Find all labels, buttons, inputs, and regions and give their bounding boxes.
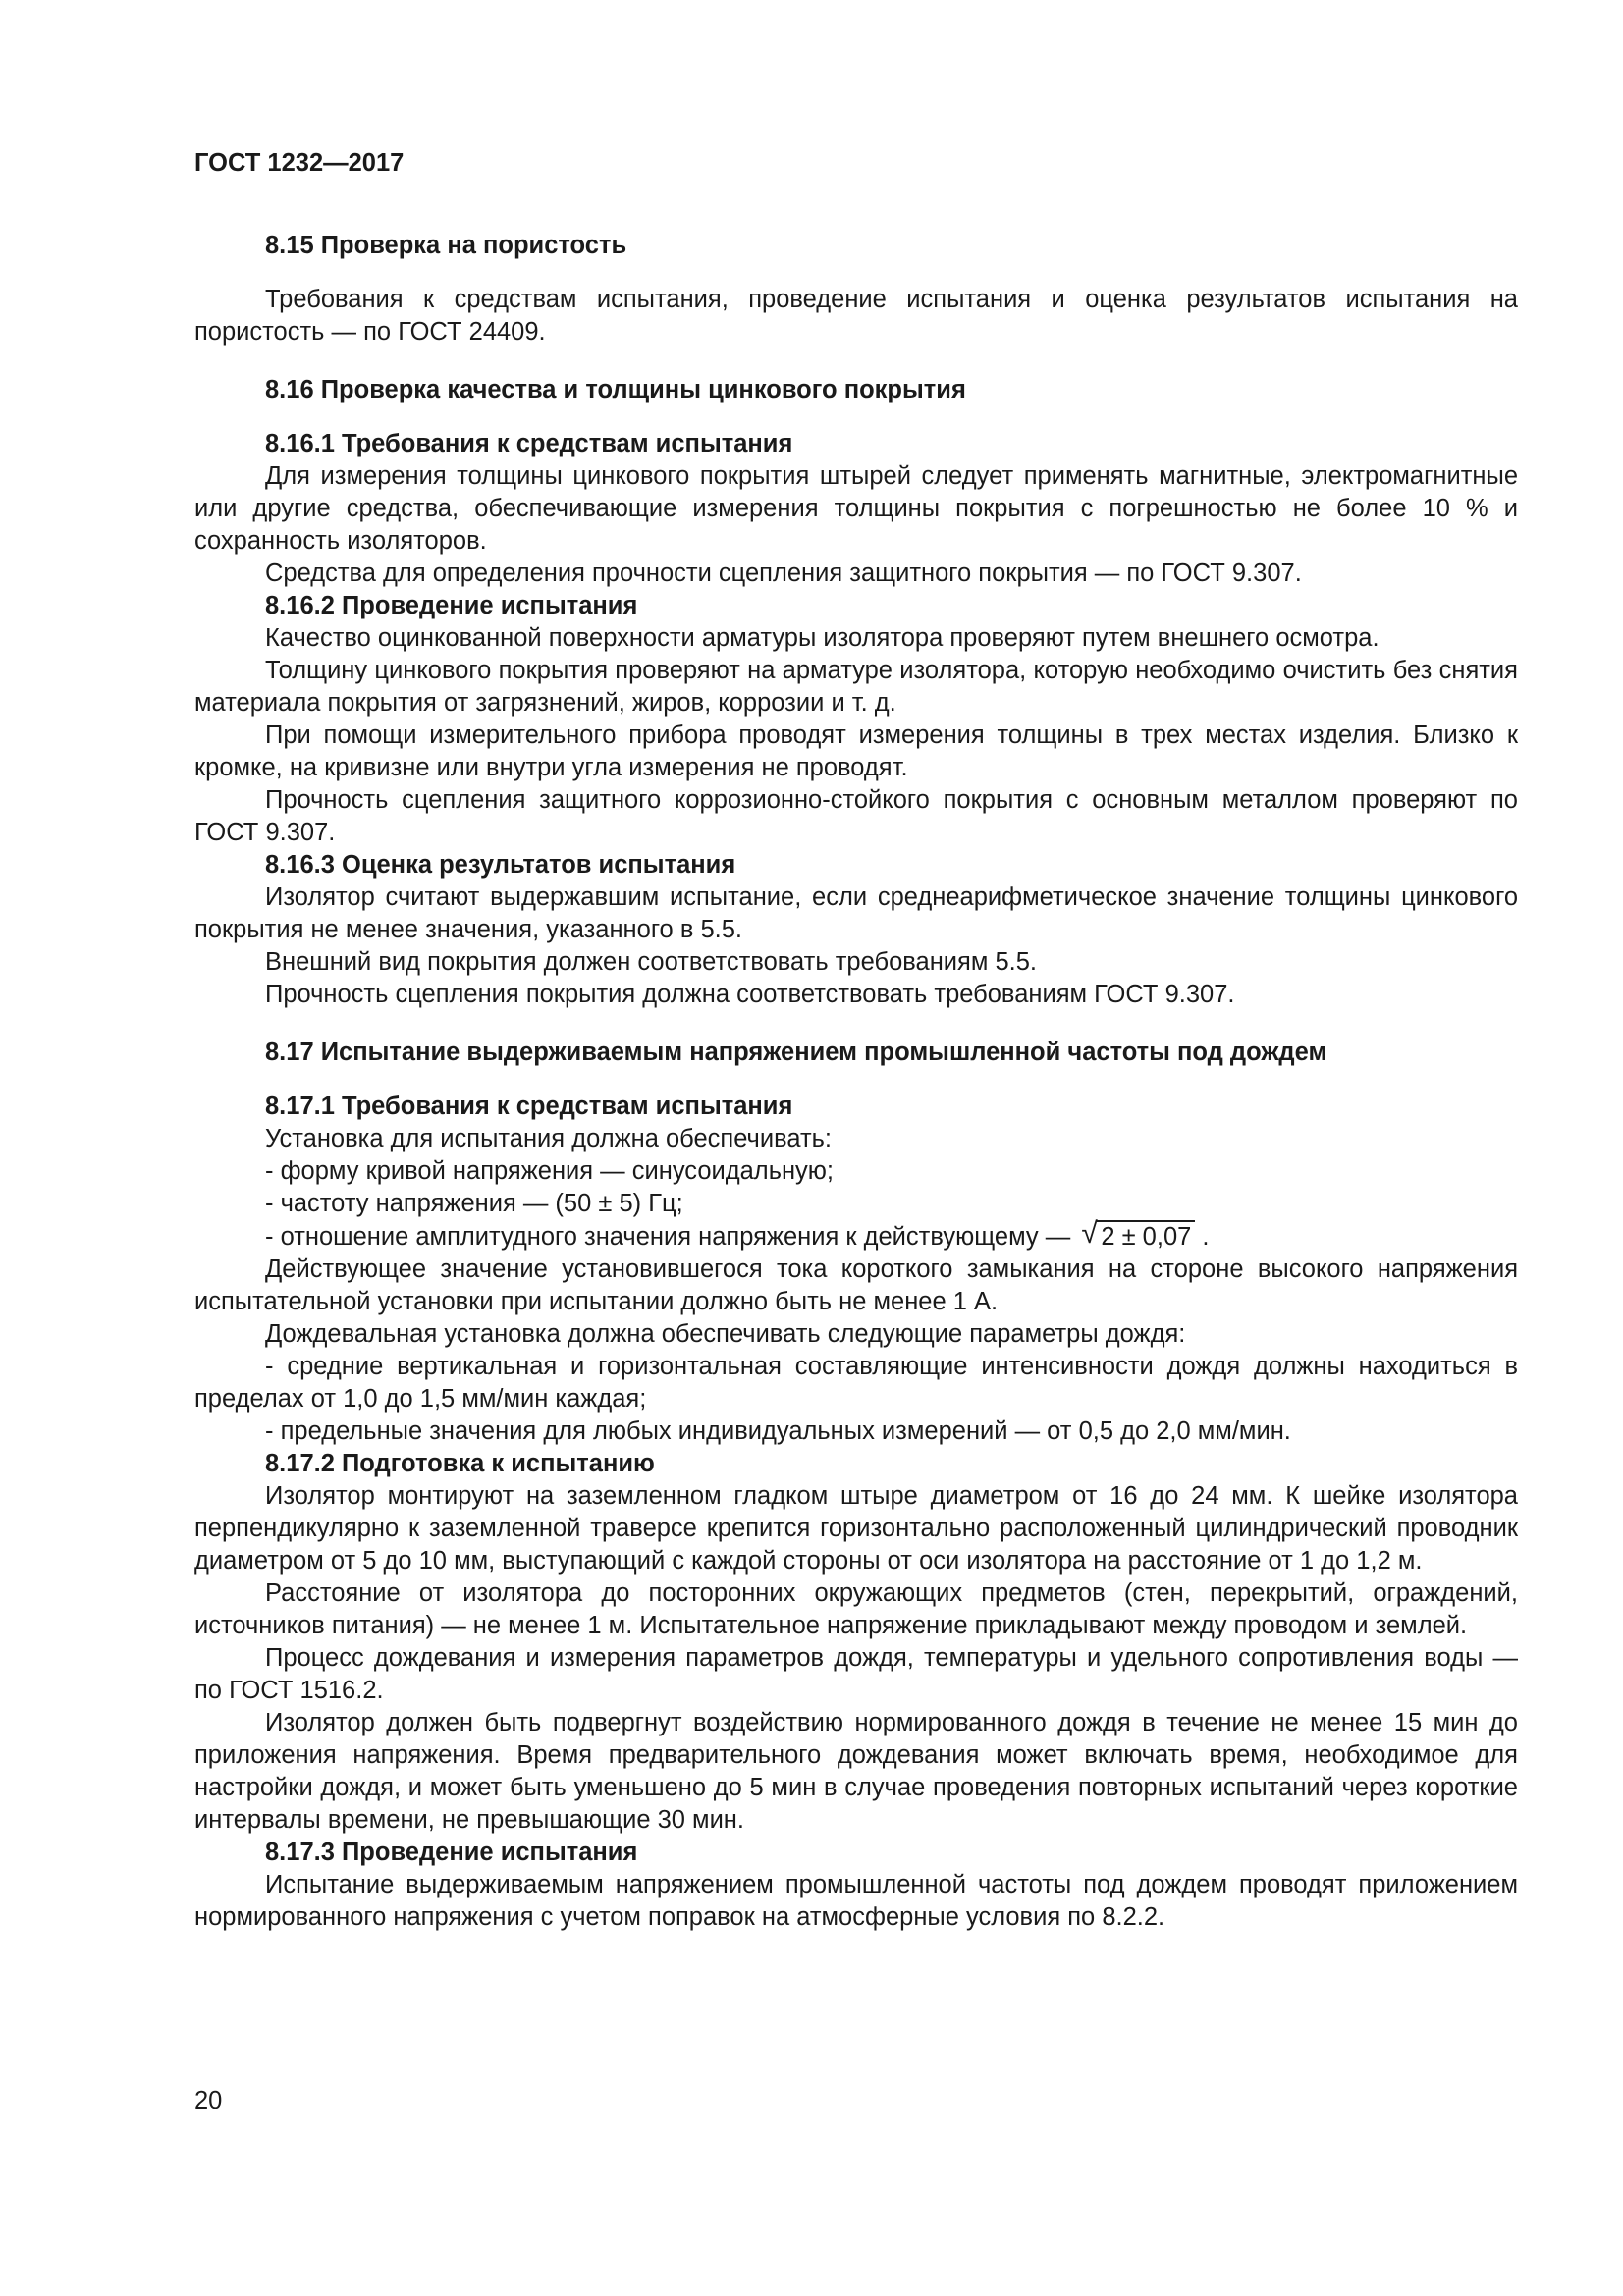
section-8-16-1-title: 8.16.1 Требования к средствам испытания (265, 430, 793, 457)
paragraph: Прочность сцепления покрытия должна соответствовать требованиям ГОСТ 9.307. (265, 981, 1235, 1008)
paragraph: Изолятор монтируют на заземленном гладком штыре диаметром от 16 до 24 мм. К шейке изолятора перпендикулярно к заземленной траверсе крепится горизонтально расположенный цилиндрический проводник диаметром от 5 до 10 мм, выступающий с каждой стороны от оси изолятора на расстояние от 1 до 1,2 м. (194, 1482, 1518, 1575)
list-item: - форму кривой напряжения — синусоидальную; (265, 1157, 835, 1185)
paragraph: Толщину цинкового покрытия проверяют на арматуре изолятора, которую необходимо очистить без снятия материала покрытия от загрязнений, жиров, коррозии и т. д. (194, 657, 1518, 717)
list-item-end: . (1202, 1223, 1210, 1251)
section-8-15-paragraph: Требования к средствам испытания, проведение испытания и оценка результатов испытания на пористость — по ГОСТ 24409. (194, 286, 1518, 346)
paragraph: Изолятор считают выдержавшим испытание, если среднеарифметическое значение толщины цинкового покрытия не менее значения, указанного в 5.5. (194, 883, 1518, 943)
list-item-text: - отношение амплитудного значения напряжения к действующему — (265, 1223, 1071, 1251)
section-8-15-title: 8.15 Проверка на пористость (265, 232, 627, 259)
section-8-17-3-title: 8.17.3 Проведение испытания (265, 1839, 638, 1866)
sqrt-formula: √ 2 ± 0,07 (1081, 1220, 1195, 1254)
paragraph: Расстояние от изолятора до посторонних окружающих предметов (стен, перекрытий, ограждений, источников питания) — не менее 1 м. Испытательное напряжение прикладывают между проводом и землей. (194, 1579, 1518, 1639)
paragraph: Прочность сцепления защитного коррозионно-стойкого покрытия с основным металлом проверяют по ГОСТ 9.307. (194, 786, 1518, 846)
paragraph: Средства для определения прочности сцепления защитного покрытия — по ГОСТ 9.307. (265, 560, 1302, 587)
section-8-16-title: 8.16 Проверка качества и толщины цинкового покрытия (265, 376, 966, 403)
section-8-17-2-title: 8.17.2 Подготовка к испытанию (265, 1450, 655, 1477)
list-item: - предельные значения для любых индивидуальных измерений — от 0,5 до 2,0 мм/мин. (265, 1417, 1291, 1445)
paragraph: Для измерения толщины цинкового покрытия штырей следует применять магнитные, электромагнитные или другие средства, обеспечивающие измерения толщины покрытия с погрешностью не более 10 % и сохранность изоляторов. (194, 462, 1518, 555)
paragraph: Внешний вид покрытия должен соответствовать требованиям 5.5. (265, 948, 1037, 976)
paragraph: Установка для испытания должна обеспечивать: (265, 1125, 833, 1152)
section-8-17-1-title: 8.17.1 Требования к средствам испытания (265, 1093, 793, 1120)
paragraph: Процесс дождевания и измерения параметров дождя, температуры и удельного сопротивления воды — по ГОСТ 1516.2. (194, 1644, 1518, 1704)
list-item: - частоту напряжения — (50 ± 5) Гц; (265, 1190, 683, 1217)
paragraph: Действующее значение установившегося тока короткого замыкания на стороне высокого напряжения испытательной установки при испытании должно быть не менее 1 А. (194, 1255, 1518, 1315)
section-8-17-title: 8.17 Испытание выдерживаемым напряжением промышленной частоты под дождем (265, 1039, 1327, 1066)
sqrt-formula-argument: 2 ± 0,07 (1097, 1220, 1195, 1252)
page-number: 20 (194, 2087, 223, 2114)
paragraph: Качество оцинкованной поверхности арматуры изолятора проверяют путем внешнего осмотра. (265, 624, 1380, 652)
section-8-16-2-title: 8.16.2 Проведение испытания (265, 592, 638, 619)
list-item: - средние вертикальная и горизонтальная составляющие интенсивности дождя должны находиться в пределах от 1,0 до 1,5 мм/мин каждая; (194, 1353, 1518, 1413)
paragraph: Изолятор должен быть подвергнут воздействию нормированного дождя в течение не менее 15 мин до приложения напряжения. Время предварительного дождевания может включать время, необходимое для настройки дождя, и может быть уменьшено до 5 мин в случае проведения повторных испытаний через короткие интервалы времени, не превышающие 30 мин. (194, 1709, 1518, 1834)
section-8-16-3-title: 8.16.3 Оценка результатов испытания (265, 851, 736, 879)
paragraph: Испытание выдерживаемым напряжением промышленной частоты под дождем проводят приложением нормированного напряжения с учетом поправок на атмосферные условия по 8.2.2. (194, 1871, 1518, 1931)
paragraph: При помощи измерительного прибора проводят измерения толщины в трех местах изделия. Близко к кромке, на кривизне или внутри угла измерения не проводят. (194, 721, 1518, 781)
document-body (194, 230, 1518, 1934)
paragraph: Дождевальная установка должна обеспечивать следующие параметры дождя: (265, 1320, 1186, 1348)
document-header: ГОСТ 1232—2017 (194, 149, 405, 177)
list-item (194, 1217, 1518, 1254)
